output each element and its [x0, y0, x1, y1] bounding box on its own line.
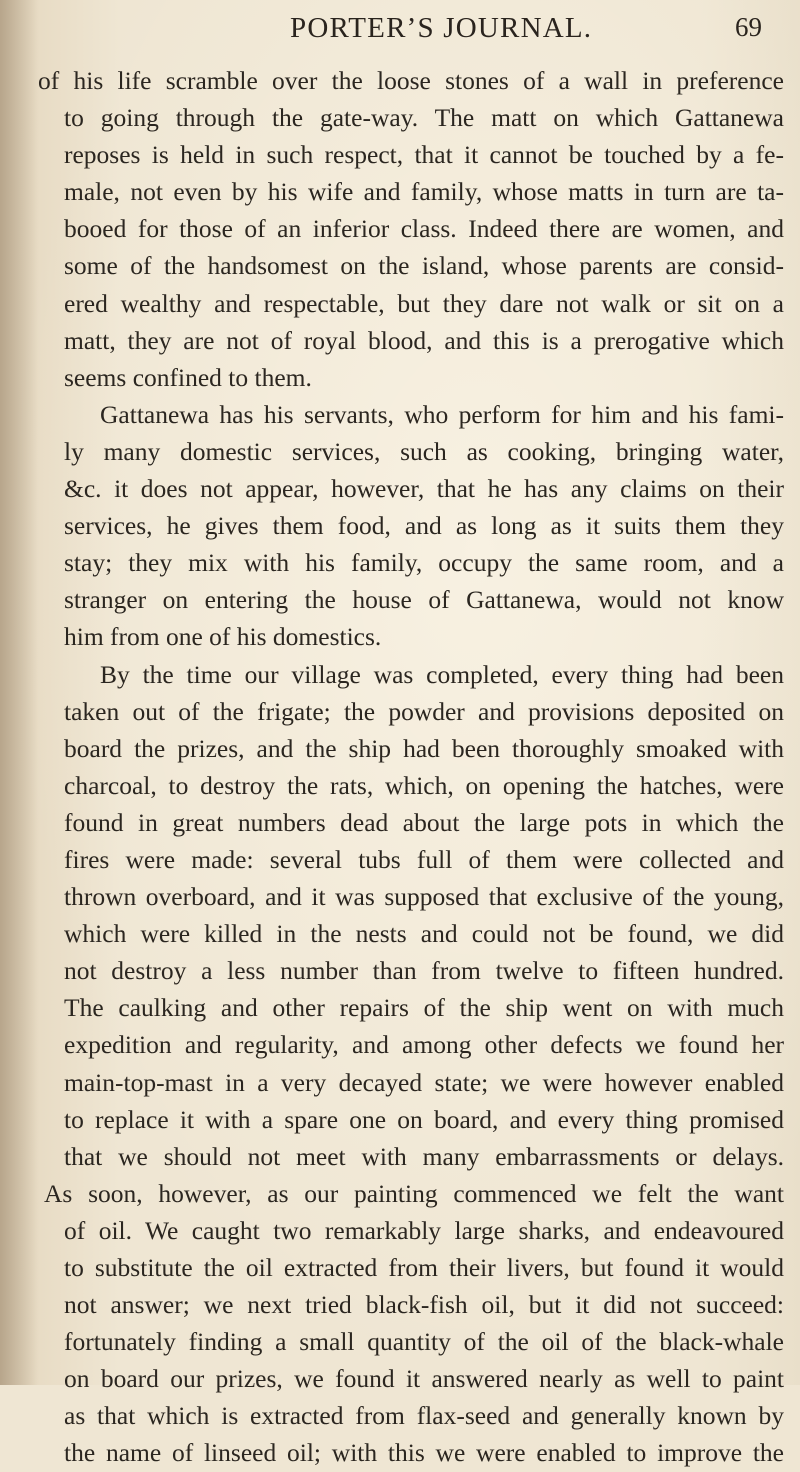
paragraph-start-line: By the time our village was completed, every thing had been [100, 659, 784, 689]
page-gutter-shadow [0, 0, 38, 1385]
text-line: ered wealthy and respectable, but they dare not walk or sit on a [64, 288, 784, 318]
text-line: charcoal, to destroy the rats, which, on opening the hatches, were [64, 770, 784, 800]
text-line: seems confined to them. [64, 362, 312, 392]
text-line: as that which is extracted from flax-seed and generally known by [64, 1401, 784, 1431]
text-line: taken out of the frigate; the powder and provisions deposited on [64, 696, 784, 726]
text-line: on board our prizes, we found it answered nearly as well to paint [64, 1364, 784, 1394]
text-line: services, he gives them food, and as long as it suits them they [64, 511, 784, 541]
paragraph-start-line: As soon, however, as our painting commenced we felt the want [44, 1178, 784, 1208]
body-text [38, 62, 784, 1472]
text-line: to going through the gate-way. The matt on which Gattanewa [64, 103, 784, 133]
text-line: of oil. We caught two remarkably large sharks, and endeavoured [64, 1215, 784, 1245]
text-line: male, not even by his wife and family, whose matts in turn are ta- [64, 177, 784, 207]
text-line: The caulking and other repairs of the ship went on with much [64, 993, 784, 1023]
text-line: main-top-mast in a very decayed state; we were however enabled [64, 1067, 784, 1097]
text-line: expedition and regularity, and among other defects we found her [64, 1030, 784, 1060]
text-line: the name of linseed oil; with this we were enabled to improve the [64, 1438, 784, 1468]
text-line: booed for those of an inferior class. Indeed there are women, and [64, 214, 784, 244]
text-line: some of the handsomest on the island, whose parents are consid- [64, 251, 784, 281]
text-line: not answer; we next tried black-fish oil, but it did not succeed: [64, 1290, 784, 1320]
text-line: matt, they are not of royal blood, and this is a prerogative which [64, 325, 784, 355]
text-line: fires were made: several tubs full of them were collected and [64, 844, 784, 874]
paragraph-start-line: Gattanewa has his servants, who perform for him and his fami- [100, 399, 784, 429]
page-number: 69 [735, 12, 762, 42]
page-header [0, 4, 800, 52]
text-line: not destroy a less number than from twelve to fifteen hundred. [64, 956, 784, 986]
text-line: stranger on entering the house of Gattanewa, would not know [64, 585, 784, 615]
text-line: found in great numbers dead about the large pots in which the [64, 807, 784, 837]
text-line: reposes is held in such respect, that it cannot be touched by a fe- [64, 140, 784, 170]
running-title: PORTER’S JOURNAL. [290, 12, 593, 44]
text-line: which were killed in the nests and could not be found, we did [64, 919, 784, 949]
text-line: of his life scramble over the loose stones of a wall in preference [38, 66, 784, 95]
text-line: to substitute the oil extracted from their livers, but found it would [64, 1253, 784, 1282]
text-line: board the prizes, and the ship had been thoroughly smoaked with [64, 733, 784, 763]
text-line: &c. it does not appear, however, that he has any claims on their [64, 474, 784, 504]
text-line: ly many domestic services, such as cooking, bringing water, [64, 436, 784, 466]
text-line: that we should not meet with many embarrassments or delays. [64, 1141, 784, 1171]
text-line: stay; they mix with his family, occupy the same room, and a [64, 548, 784, 578]
text-line: him from one of his domestics. [64, 622, 382, 652]
text-line: to replace it with a spare one on board, and every thing promised [64, 1104, 784, 1134]
text-line: thrown overboard, and it was supposed that exclusive of the young, [64, 882, 784, 912]
text-line: fortunately finding a small quantity of the oil of the black-whale [64, 1327, 784, 1357]
